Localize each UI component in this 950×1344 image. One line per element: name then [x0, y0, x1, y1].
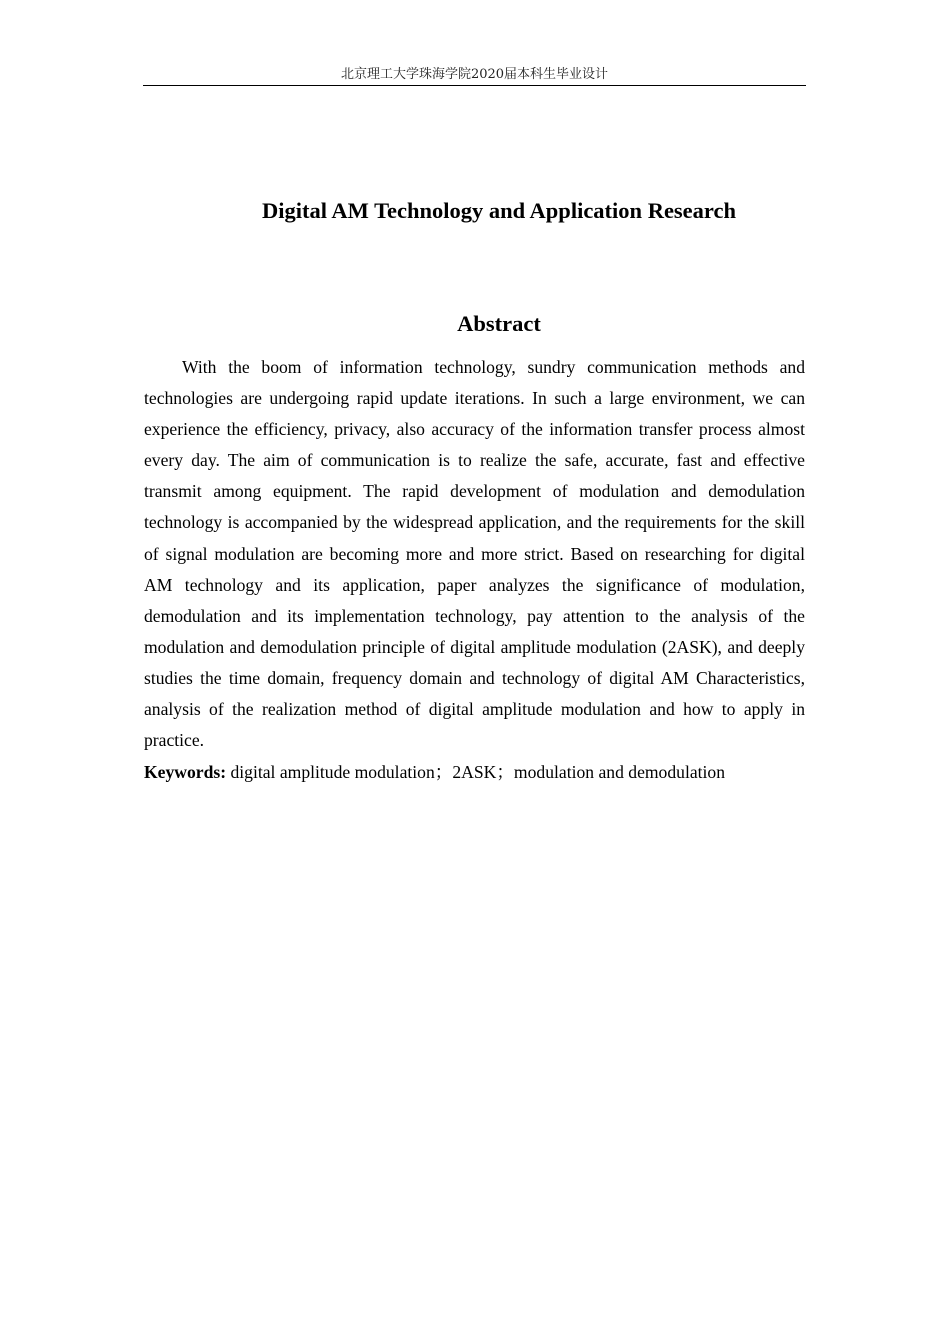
keywords-label: Keywords: [144, 762, 227, 782]
abstract-heading: Abstract [457, 311, 541, 336]
running-header: 北京理工大学珠海学院2020届本科生毕业设计 [340, 67, 609, 82]
keywords-text: digital amplitude modulation；2ASK；modulation and demodulation [226, 762, 726, 782]
header-rule [143, 85, 806, 86]
paper-title: Digital AM Technology and Application Research [261, 198, 737, 223]
abstract-body: With the boom of information technology, sundry communication methods and technologies are undergoing rapid update iterations. In such a large environment, we can experience the efficiency, privacy, also accuracy of the information transfer process almost every day. The aim of communication is to realize the safe, accurate, fast and effective transmit among equipment. The rapid development of modulation and demodulation technology is accompanied by the widespread application, and the requirements for the skill of signal modulation are becoming more and more strict. Based on researching for digital AM technology and its application, paper analyzes the significance of modulation, demodulation and its implementation technology, pay attention to the analysis of the modulation and demodulation principle of digital amplitude modulation (2ASK), and deeply studies the time domain, frequency domain and technology of digital AM Characteristics, analysis of the realization method of digital amplitude modulation and how to apply in practice. [144, 357, 805, 751]
keywords-line [144, 757, 805, 788]
